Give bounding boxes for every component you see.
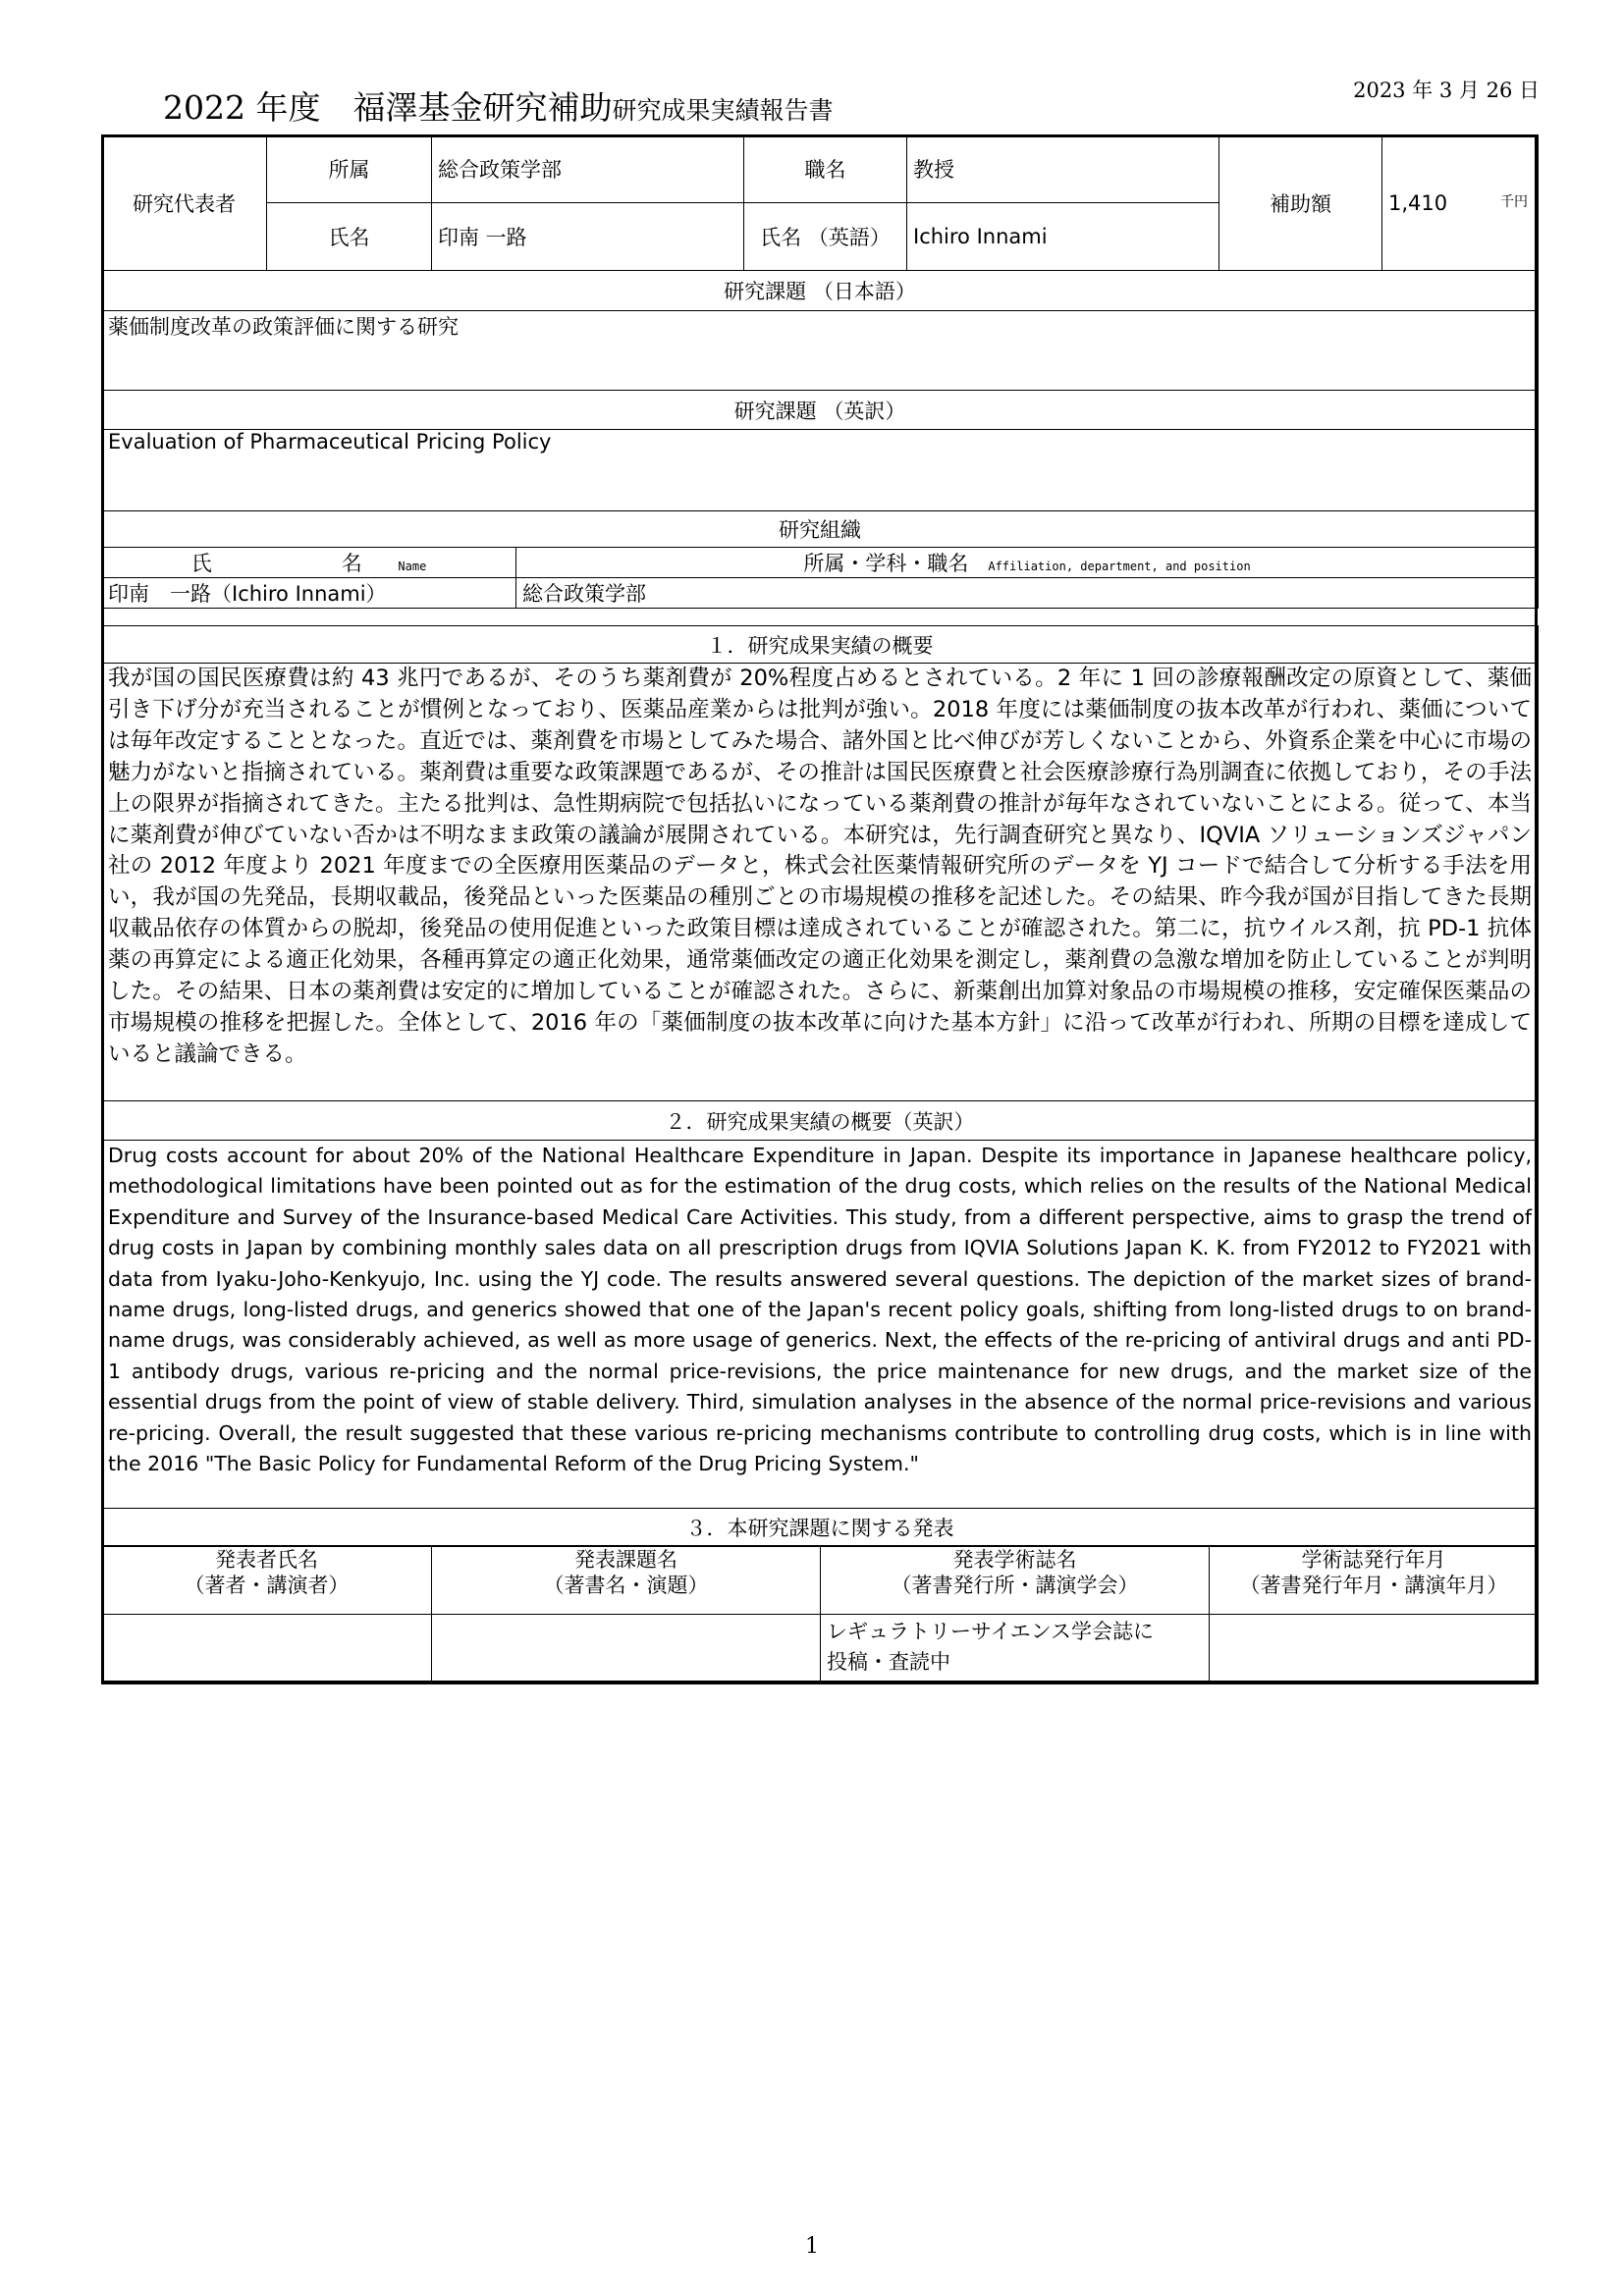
report-title	[163, 82, 834, 129]
position-label: 職名	[744, 135, 907, 203]
summary-en-text: Drug costs account for about 20% of the National Healthcare Expenditure in Japan. Despite its importance in Japanese healthcare policy, methodological limitations have been pointed out as for the estimation of the drug costs, which relies on the results of the National Medical Expenditure and Survey of the Insurance-based Medical Care Activities. This study, from a different perspective, aims to grasp the trend of drug costs in Japan by combining monthly sales data on all prescription drugs from IQVIA Solutions Japan K. K. from FY2012 to FY2021 with data from Iyaku-Joho-Kenkyujo, Inc. using the YJ code. The results answered several questions. The depiction of the market sizes of brand-name drugs, long-listed drugs, and generics showed that one of the Japan's recent policy goals, shifting from long-listed drugs to on brand-name drugs, was considerably achieved, as well as more usage of generics. Next, the effects of the re-pricing of antiviral drugs and anti PD-1 antibody drugs, various re-pricing and the normal price-revisions, the price maintenance for new drugs, and the market size of the essential drugs from the point of view of stable delivery. Third, simulation analyses in the absence of the normal price-revisions and various re-pricing. Overall, the result suggested that these various re-pricing mechanisms contribute to controlling drug costs, which is in line with the 2016 "The Basic Policy for Fundamental Reform of the Drug Pricing System."	[102, 1141, 1539, 1509]
affiliation-label: 所属	[267, 135, 432, 203]
summary-en-heading: ２．研究成果実績の概要（英訳）	[102, 1101, 1539, 1141]
publications-heading: ３．本研究課題に関する発表	[102, 1509, 1539, 1546]
title-sub: 研究成果実績報告書	[612, 96, 834, 125]
organization-heading: 研究組織	[102, 511, 1539, 548]
org-col-name	[102, 548, 516, 578]
org-col-affil-jp: 所属・学科・職名	[803, 552, 969, 575]
pub-row-journal	[821, 1615, 1210, 1684]
org-member-name: 印南 一路（Ichiro Innami）	[102, 578, 516, 609]
pub-col-date-l2: （著書発行年月・講演年月）	[1239, 1574, 1508, 1597]
representative-label: 研究代表者	[102, 135, 267, 271]
pub-col-title-l2: （著書名・演題）	[543, 1574, 709, 1597]
publications-table	[101, 1546, 1539, 1684]
pub-col-title	[432, 1547, 821, 1615]
pub-row-journal-l1: レギュラトリーサイエンス学会誌に	[827, 1620, 1155, 1643]
org-member-affil: 総合政策学部	[516, 578, 1539, 609]
pub-col-journal	[821, 1547, 1210, 1615]
topic-en-text: Evaluation of Pharmaceutical Pricing Policy	[102, 430, 1539, 511]
pub-col-journal-l1: 発表学術誌名	[952, 1548, 1077, 1572]
grant-amount: 1,410	[1388, 190, 1448, 215]
pub-row-title	[432, 1615, 821, 1684]
org-col-name-jp: 氏 名	[190, 552, 392, 575]
pub-col-title-l1: 発表課題名	[574, 1548, 677, 1572]
pub-col-presenter	[102, 1547, 432, 1615]
topic-jp-text: 薬価制度改革の政策評価に関する研究	[102, 311, 1539, 391]
title-main: 2022 年度 福澤基金研究補助	[163, 88, 613, 127]
pub-row-journal-l2: 投稿・査読中	[827, 1650, 950, 1674]
report-date: 2023 年 3 月 26 日	[1353, 79, 1540, 102]
pub-row-date	[1210, 1615, 1539, 1684]
summary-jp-text: 我が国の国民医療費は約 43 兆円であるが、そのうち薬剤費が 20%程度占めるとされている。2 年に 1 回の診療報酬改定の原資として、薬価引き下げ分が充当されることが慣例となっており、医薬品産業からは批判が強い。2018 年度には薬価制度の抜本改革が行われ、薬価については毎年改定することとなった。直近では、薬剤費を市場としてみた場合、諸外国と比べ伸びが芳しくないことから、外資系企業を中心に市場の魅力がないと指摘されている。薬剤費は重要な政策課題であるが、その推計は国民医療費と社会医療診療行為別調査に依拠しており，その手法上の限界が指摘されてきた。主たる批判は、急性期病院で包括払いになっている薬剤費の推計が毎年なされていないことによる。従って、本当に薬剤費が伸びていない否かは不明なまま政策の議論が展開されている。本研究は，先行調査研究と異なり、IQVIA ソリューションズジャパン社の 2012 年度より 2021 年度までの全医療用医薬品のデータと，株式会社医薬情報研究所のデータを YJ コードで結合して分析する手法を用い，我が国の先発品，長期収載品，後発品といった医薬品の種別ごとの市場規模の推移を記述した。その結果、昨今我が国が目指してきた長期収載品依存の体質からの脱却，後発品の使用促進といった政策目標は達成されていることが確認された。第二に，抗ウイルス剤，抗 PD-1 抗体薬の再算定による適正化効果，各種再算定の適正化効果，通常薬価改定の適正化効果を測定し，薬剤費の急激な増加を防止していることが判明した。その結果、日本の薬剤費は安定的に増加していることが確認された。さらに、新薬創出加算対象品の市場規模の推移，安定確保医薬品の市場規模の推移を把握した。全体として、2016 年の「薬価制度の抜本改革に向けた基本方針」に沿って改革が行われ、所期の目標を達成していると議論できる。	[102, 664, 1539, 1101]
pub-col-presenter-l1: 発表者氏名	[215, 1548, 318, 1572]
topic-jp-heading: 研究課題 （日本語）	[102, 271, 1539, 311]
summary-jp-heading: １．研究成果実績の概要	[102, 626, 1539, 664]
pub-row-presenter	[102, 1615, 432, 1684]
position-value: 教授	[907, 135, 1219, 203]
org-col-name-en: Name	[398, 560, 427, 573]
pub-col-date	[1210, 1547, 1539, 1615]
topic-table	[101, 270, 1539, 609]
pub-col-date-l1: 学術誌発行年月	[1301, 1548, 1446, 1572]
grant-cell	[1382, 135, 1539, 271]
name-label: 氏名	[267, 203, 432, 271]
org-col-affil-en: Affiliation, department, and position	[988, 560, 1251, 573]
pub-col-journal-l2: （著書発行所・講演学会）	[891, 1574, 1139, 1597]
representative-table	[101, 134, 1539, 271]
summary-table	[101, 625, 1539, 1546]
name-en-label: 氏名 （英語）	[744, 203, 907, 271]
name-value: 印南 一路	[432, 203, 744, 271]
grant-unit: 千円	[1500, 193, 1528, 210]
pub-col-presenter-l2: （著者・講演者）	[184, 1574, 350, 1597]
page-number: 1	[805, 2234, 819, 2259]
affiliation-value: 総合政策学部	[432, 135, 744, 203]
org-col-affil	[516, 548, 1539, 578]
name-en-value: Ichiro Innami	[907, 203, 1219, 271]
grant-label: 補助額	[1219, 135, 1382, 271]
topic-en-heading: 研究課題 （英訳）	[102, 391, 1539, 430]
